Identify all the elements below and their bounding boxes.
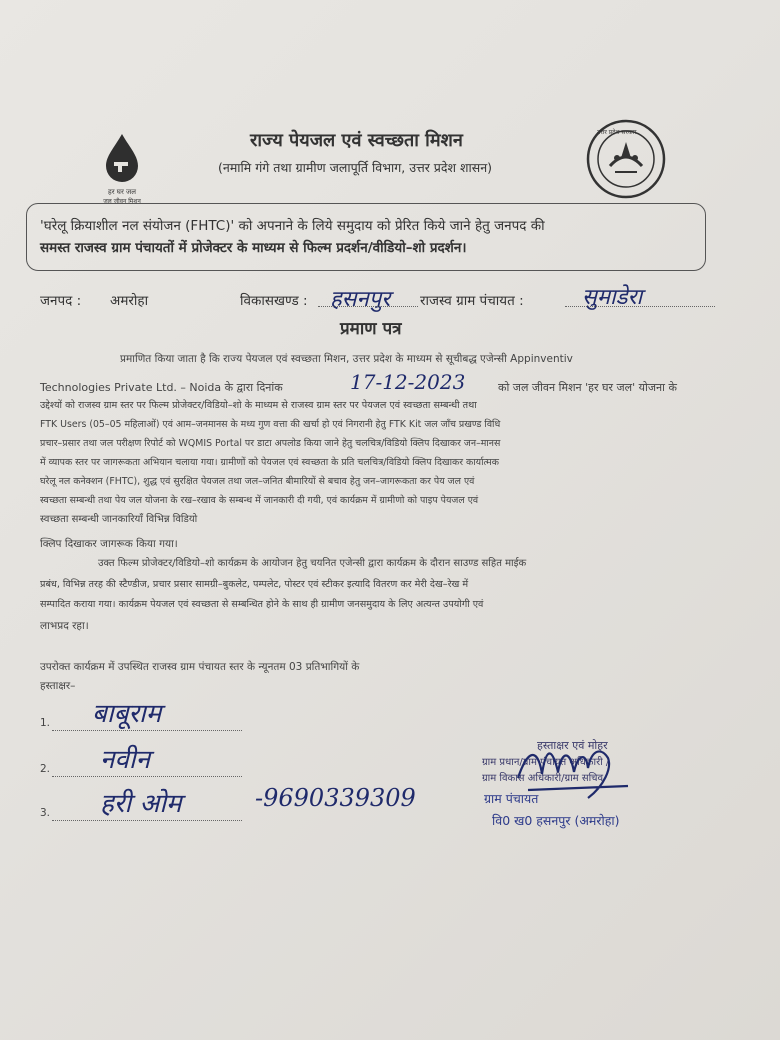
- para1-line-5: प्रचार–प्रसार तथा जल परीक्षण रिपोर्ट को WQMIS Portal पर डाटा अपलोड किया जाने हेतु चलचित्र/विडियो क्लिप दिखाकर जन–मानस: [40, 438, 501, 449]
- para1-line-10: क्लिप दिखाकर जागरूक किया गया।: [40, 538, 178, 550]
- para1-line-2a: Technologies Private Ltd. – Noida के द्वारा दिनांक: [40, 381, 283, 394]
- signatory-2-number: 2.: [40, 763, 51, 775]
- gp-label: राजस्व ग्राम पंचायत :: [420, 293, 524, 309]
- certificate-title: प्रमाण पत्र: [340, 319, 402, 339]
- block-value-handwritten: हसनपुर: [330, 287, 391, 312]
- para1-line-9: स्वच्छता सम्बन्धी जानकारियाँ विभिन्न विडियो: [40, 514, 198, 525]
- stamp-line-1: ग्राम पंचायत: [484, 791, 539, 806]
- signatory-3-number: 3.: [40, 807, 51, 819]
- har-ghar-jal-logo: [92, 132, 152, 205]
- gp-value-handwritten: सुमाडेरा: [582, 285, 643, 310]
- signatory-3-signature: हरी ओम: [100, 789, 182, 819]
- para2-line-3: सम्पादित कराया गया। कार्यक्रम पेयजल एवं स्वच्छता से सम्बन्धित होने के साथ ही ग्रामीण जनसमुदाय के लिए अत्यन्त उपयोगी एवं: [40, 599, 484, 610]
- para2-line-2: प्रबंध, विभिन्न तरह की स्टैण्डीज, प्रचार प्रसार सामग्री–बुकलेट, पम्पलेट, पोस्टर एवं स्टीकर इत्यादि वितरण कर मेरी देख–रेख में: [40, 579, 469, 590]
- signatory-3-line: [52, 820, 242, 821]
- para1-line-3: उद्देश्यों को राजस्व ग्राम स्तर पर फिल्म प्रोजेक्टर/विडियो–शो के माध्यम से राजस्व ग्राम स्तर पर पेयजल एवं स्वच्छता सम्बन्धी तथा: [40, 400, 477, 411]
- signatory-1-signature: बाबूराम: [92, 699, 162, 729]
- para2-line-1: उक्त फिल्म प्रोजेक्टर/विडियो–शो कार्यक्रम के आयोजन हेतु चयनित एजेन्सी द्वारा कार्यक्रम के दौरान साउण्ड सहित माईक: [98, 558, 527, 569]
- gp-underline: [565, 306, 715, 307]
- official-designation-1: ग्राम प्रधान/ग्राम पंचायत अधिकारी /: [482, 757, 610, 768]
- para1-line-6: में व्यापक स्तर पर जागरूकता अभियान चलाया गया। ग्रामीणों को पेयजल एवं स्वच्छता के प्रति चलचित्र/विडियो क्लिप दिखाकर कार्यात्मक: [40, 457, 499, 468]
- para3-line-2: हस्ताक्षर–: [40, 680, 76, 692]
- para3-line-1: उपरोक्त कार्यक्रम में उपस्थित राजस्व ग्राम पंचायत स्तर के न्यूनतम 03 प्रतिभागियों के: [40, 661, 360, 673]
- para1-line-2b: को जल जीवन मिशन 'हर घर जल' योजना के: [498, 381, 677, 394]
- signatory-2-signature: नवीन: [100, 745, 151, 775]
- water-drop-icon: [92, 132, 152, 184]
- signatory-1-number: 1.: [40, 717, 51, 729]
- para1-line-4: FTK Users (05–05 महिलाओं) एवं आम–जनमानस के मध्य गुण वत्ता की खर्चा हो एवं निगरानी हेतु FTK Kit जल जाँच प्रखण्ड विधि: [40, 419, 501, 430]
- logo-caption-2: जल जीवन मिशन: [103, 198, 141, 205]
- subject-box: [26, 203, 706, 271]
- page-subtitle: (नमामि गंगे तथा ग्रामीण जलापूर्ति विभाग, उत्तर प्रदेश शासन): [218, 160, 493, 175]
- subject-line-2: समस्त राजस्व ग्राम पंचायतों में प्रोजेक्टर के माध्यम से फिल्म प्रदर्शन/वीडियो–शो प्रदर्शन।: [40, 240, 467, 256]
- emblem-text: उत्तर प्रदेश सरकार: [597, 129, 637, 136]
- official-designation-2: ग्राम विकास अधिकारी/ग्राम सचिव: [482, 773, 604, 784]
- block-underline: [318, 306, 418, 307]
- para1-line-1: प्रमाणित किया जाता है कि राज्य पेयजल एवं स्वच्छता मिशन, उत्तर प्रदेश के माध्यम से सूचीबद्ध एजेन्सी Appinventiv: [120, 353, 573, 365]
- block-label: विकासखण्ड :: [240, 293, 308, 309]
- logo-caption-1: हर घर जल: [108, 188, 136, 196]
- district-value: अमरोहा: [110, 293, 149, 309]
- signatory-1-line: [52, 730, 242, 731]
- para1-line-7: घरेलू नल कनेक्शन (FHTC), शुद्ध एवं सुरक्षित पेयजल तथा जल–जनित बीमारियों से बचाव हेतु जन–जागरूकता कर पेय जल एवं: [40, 476, 475, 487]
- signatory-3-phone: -9690339309: [255, 784, 416, 812]
- stamp-line-2: वि0 ख0 हसनपुर (अमरोहा): [492, 813, 620, 828]
- district-label: जनपद :: [40, 293, 82, 309]
- up-government-emblem: [585, 118, 667, 200]
- signatory-2-line: [52, 776, 242, 777]
- para1-line-8: स्वच्छता सम्बन्धी तथा पेय जल योजना के रख–रखाव के सम्बन्ध में जानकारी दी गयी, एवं कार्यक्रम में ग्रामीणो को पाइप पेयजल एवं: [40, 495, 479, 506]
- subject-line-1: 'घरेलू क्रियाशील नल संयोजन (FHTC)' को अपनाने के लिये समुदाय को प्रेरित किये जाने हेतु जनपद की: [40, 218, 545, 234]
- page-title: राज्य पेयजल एवं स्वच्छता मिशन: [250, 130, 463, 151]
- sign-seal-label: हस्ताक्षर एवं मोहर: [537, 739, 608, 752]
- date-handwritten: 17-12-2023: [350, 370, 466, 394]
- para2-line-4: लाभप्रद रहा।: [40, 620, 89, 632]
